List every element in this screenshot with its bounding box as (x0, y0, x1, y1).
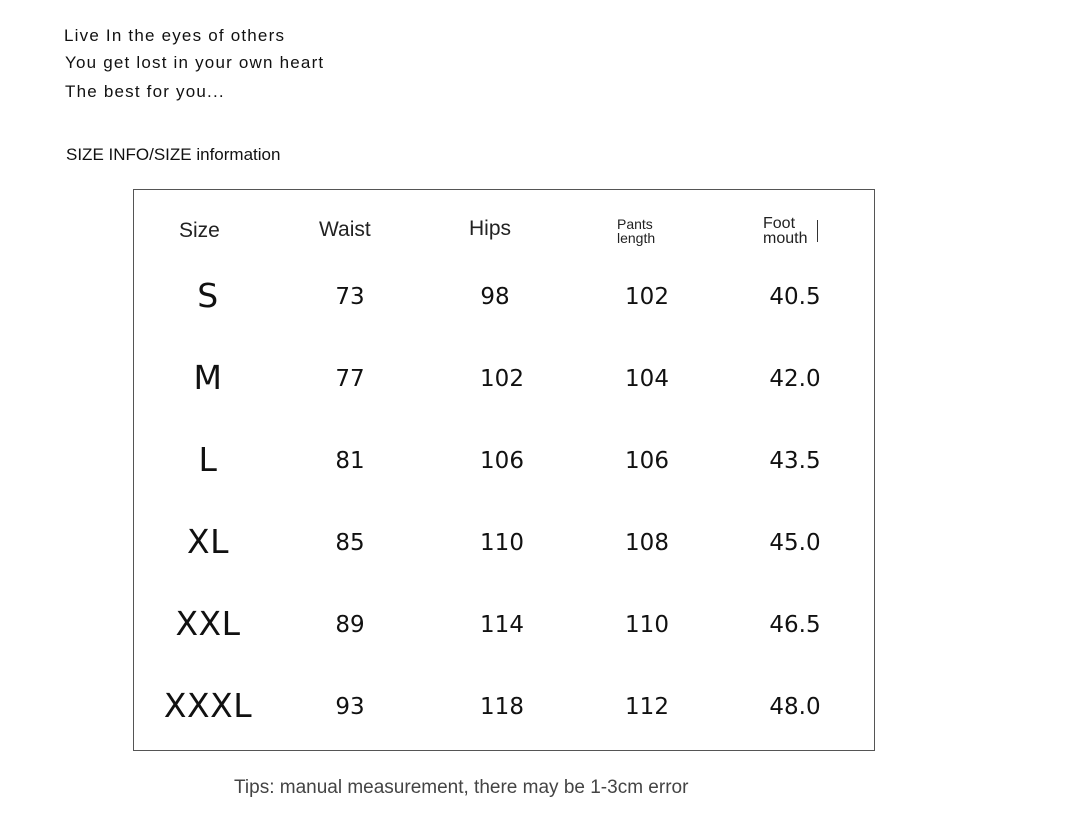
row-hips-cell: 102 (480, 366, 524, 392)
slogan-line-3: The best for you... (65, 82, 225, 101)
row-foot-mouth-cell: 45.0 (769, 530, 821, 556)
row-foot-mouth-cell: 48.0 (769, 694, 821, 720)
header-size: Size (179, 219, 220, 242)
text-cursor-mark (817, 220, 818, 242)
slogan-line-2: You get lost in your own heart (65, 53, 325, 72)
row-hips-cell: 106 (480, 448, 524, 474)
header-pants-length (617, 217, 655, 245)
row-waist-cell: 81 (335, 448, 365, 474)
section-title: SIZE INFO/SIZE information (66, 145, 281, 164)
size-table (133, 189, 875, 751)
row-foot-mouth-cell: 42.0 (769, 366, 821, 392)
slogan-line-1: Live In the eyes of others (64, 26, 286, 45)
row-size-cell: M (193, 358, 223, 397)
row-size-cell: L (198, 440, 218, 479)
row-hips-cell: 110 (480, 530, 524, 556)
header-foot-mouth-line2: mouth (763, 230, 808, 247)
header-pants-length-line2: length (617, 230, 656, 246)
row-size-cell: S (197, 276, 219, 315)
row-pants-length-cell: 108 (625, 530, 669, 556)
header-pants-length-line1: Pants (617, 216, 653, 232)
row-waist-cell: 85 (335, 530, 365, 556)
row-hips-cell: 98 (480, 284, 510, 310)
row-hips-cell: 114 (480, 612, 524, 638)
row-pants-length-cell: 102 (625, 284, 669, 310)
row-pants-length-cell: 104 (625, 366, 669, 392)
row-size-cell: XL (187, 522, 229, 561)
row-waist-cell: 89 (335, 612, 365, 638)
header-foot-mouth (763, 216, 807, 246)
row-pants-length-cell: 110 (625, 612, 669, 638)
row-size-cell: XXXL (163, 686, 253, 725)
row-waist-cell: 93 (335, 694, 365, 720)
header-foot-mouth-line1: Foot (763, 215, 796, 232)
row-pants-length-cell: 112 (625, 694, 669, 720)
row-hips-cell: 118 (480, 694, 524, 720)
header-waist: Waist (319, 218, 371, 241)
row-size-cell: XXL (175, 604, 241, 643)
header-hips: Hips (469, 217, 512, 240)
row-foot-mouth-cell: 43.5 (769, 448, 821, 474)
row-waist-cell: 73 (335, 284, 365, 310)
measurement-tips: Tips: manual measurement, there may be 1-3cm error (234, 777, 689, 798)
row-foot-mouth-cell: 40.5 (769, 284, 821, 310)
row-pants-length-cell: 106 (625, 448, 669, 474)
row-waist-cell: 77 (335, 366, 365, 392)
row-foot-mouth-cell: 46.5 (769, 612, 821, 638)
